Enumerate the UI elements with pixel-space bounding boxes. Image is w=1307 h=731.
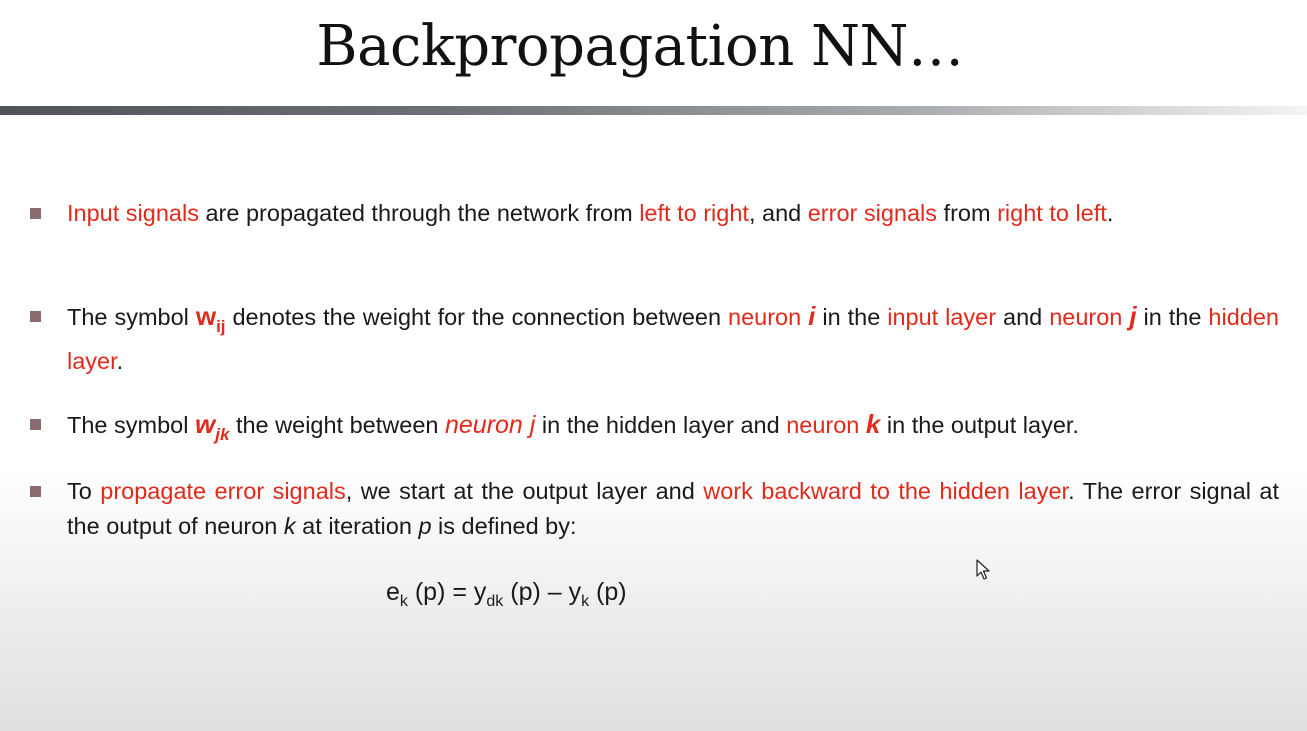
formula-y-desired-sub: dk bbox=[486, 593, 504, 610]
symbol-subscript-ij: ij bbox=[216, 317, 226, 336]
title-underline-bar bbox=[0, 106, 1307, 115]
text: , and bbox=[748, 200, 808, 226]
text: in the hidden layer and bbox=[535, 412, 787, 438]
highlight-neuron: neuron bbox=[728, 304, 809, 330]
square-bullet-icon bbox=[30, 208, 41, 219]
bullet-item-1 bbox=[67, 196, 1279, 231]
text: To bbox=[67, 478, 101, 504]
formula-y-actual: y bbox=[568, 578, 582, 606]
symbol-i: i bbox=[808, 301, 816, 331]
formula-e-sub: k bbox=[399, 593, 408, 610]
square-bullet-icon bbox=[30, 311, 41, 322]
square-bullet-icon bbox=[30, 419, 41, 430]
formula-e: e bbox=[386, 578, 400, 606]
symbol-k: k bbox=[865, 409, 881, 439]
symbol-k: k bbox=[283, 513, 296, 539]
error-signal-formula bbox=[386, 578, 627, 611]
page-title: Backpropagation NN… bbox=[316, 14, 964, 79]
highlight-propagate-error-signals: propagate error signals bbox=[100, 478, 346, 504]
formula-text: (p) bbox=[589, 578, 627, 606]
formula-y-actual-sub: k bbox=[581, 593, 590, 610]
highlight-neuron: neuron bbox=[1049, 304, 1130, 330]
highlight-input-layer: input layer bbox=[887, 304, 997, 330]
bullet-item-3 bbox=[67, 407, 1279, 452]
text: . The error signal at the output of neuron bbox=[67, 478, 1280, 539]
text: in the bbox=[815, 304, 888, 330]
formula-text: (p) – bbox=[503, 578, 569, 606]
symbol-j: j bbox=[1129, 301, 1137, 331]
formula-y-desired: y bbox=[473, 578, 487, 606]
text: is defined by: bbox=[431, 513, 577, 539]
mouse-pointer-icon bbox=[976, 559, 992, 581]
text: denotes the weight for the connection between bbox=[225, 304, 729, 330]
highlight-work-backward: work backward to the hidden layer bbox=[703, 478, 1069, 504]
text: from bbox=[937, 200, 998, 226]
symbol-w: w bbox=[195, 409, 216, 439]
text: in the output layer. bbox=[880, 412, 1079, 438]
text: the weight between bbox=[229, 412, 445, 438]
text: and bbox=[996, 304, 1050, 330]
text: The symbol bbox=[67, 412, 195, 438]
highlight-neuron-j: neuron j bbox=[444, 411, 536, 439]
highlight-right-to-left: right to left bbox=[997, 200, 1107, 226]
symbol-w: w bbox=[195, 301, 217, 331]
text: , we start at the output layer and bbox=[345, 478, 704, 504]
square-bullet-icon bbox=[30, 486, 41, 497]
bullet-item-4 bbox=[67, 474, 1279, 544]
symbol-subscript-jk: jk bbox=[215, 425, 230, 444]
highlight-error-signals: error signals bbox=[807, 200, 938, 226]
highlight-hidden-layer: hidden layer bbox=[67, 304, 1279, 374]
bullet-item-2 bbox=[67, 299, 1279, 379]
text: are propagated through the network from bbox=[198, 200, 640, 226]
text: The symbol bbox=[67, 304, 196, 330]
text: in the bbox=[1136, 304, 1209, 330]
highlight-left-to-right: left to right bbox=[639, 200, 749, 226]
highlight-neuron: neuron bbox=[786, 412, 866, 438]
highlight-input-signals: Input signals bbox=[67, 200, 199, 226]
text: at iteration bbox=[295, 513, 419, 539]
text: . bbox=[116, 348, 124, 374]
symbol-p: p bbox=[418, 513, 432, 539]
formula-text: (p) = bbox=[407, 578, 474, 606]
text: . bbox=[1106, 200, 1114, 226]
